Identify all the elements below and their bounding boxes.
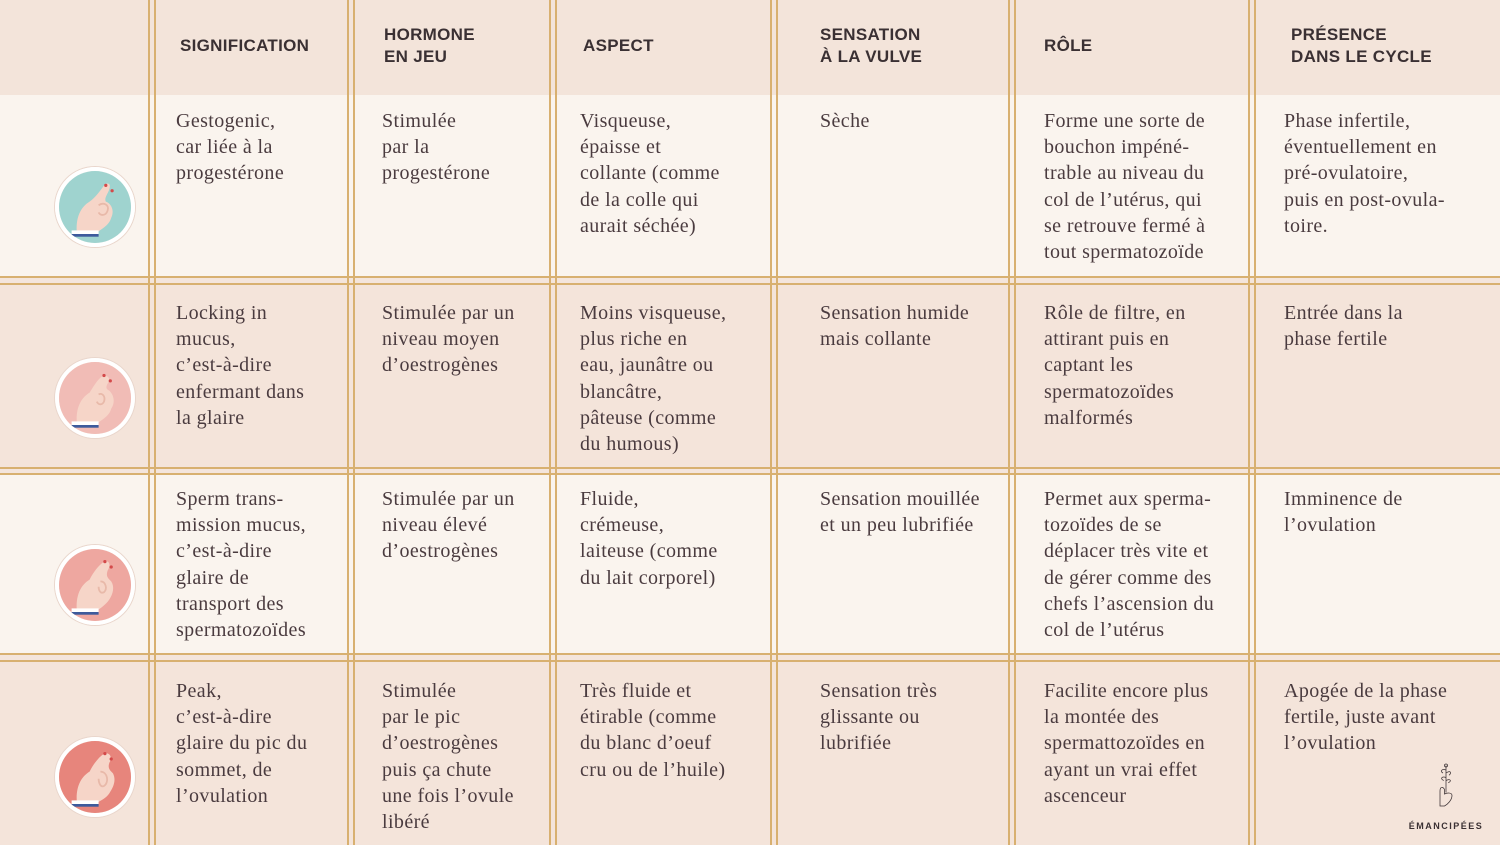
- row4-role: Facilite encore plus la montée des spermattozoïdes en ayant un vrai effet ascenceur: [1044, 680, 1209, 807]
- row1-signification: Gestogenic, car liée à la progestérone: [176, 110, 285, 185]
- row3-signification: Sperm trans- mission mucus, c’est-à-dire glaire de transport des spermatozoïdes: [176, 488, 307, 642]
- row1-sensation: Sèche: [820, 110, 870, 132]
- row-divider: [0, 660, 1500, 662]
- hand-gesture-icon: [55, 737, 135, 817]
- column-divider: [148, 0, 150, 845]
- row1-aspect: Visqueuse, épaisse et collante (comme de la colle qui aurait séchée): [580, 110, 720, 237]
- row-divider: [0, 653, 1500, 655]
- column-divider: [770, 0, 772, 845]
- header-signification: SIGNIFICATION: [180, 36, 310, 55]
- row-divider: [0, 283, 1500, 285]
- row-divider: [0, 467, 1500, 469]
- column-divider: [1248, 0, 1250, 845]
- column-divider: [1014, 0, 1016, 845]
- brand-name: ÉMANCIPÉES: [1408, 821, 1484, 831]
- row2-role: Rôle de filtre, en attirant puis en captant les spermatozoïdes malformés: [1044, 302, 1186, 429]
- header-aspect: ASPECT: [583, 36, 654, 55]
- column-divider: [549, 0, 551, 845]
- row3-role: Permet aux sperma- tozoïdes de se déplacer très vite et de gérer comme des chefs l’ascension du col de l’utérus: [1044, 488, 1215, 642]
- row2-aspect: Moins visqueuse, plus riche en eau, jaunâtre ou blancâtre, pâteuse (comme du humous): [580, 302, 727, 456]
- brand-logo: [1400, 755, 1492, 835]
- row1-hormone: Stimulée par la progestérone: [382, 110, 491, 185]
- row-divider: [0, 276, 1500, 278]
- column-divider: [353, 0, 355, 845]
- row4-hormone: Stimulée par le pic d’oestrogènes puis ça chute une fois l’ovule libéré: [382, 680, 514, 834]
- header-role: RÔLE: [1044, 36, 1093, 55]
- header-sensation: SENSATION À LA VULVE: [820, 25, 923, 66]
- row1-role: Forme une sorte de bouchon impéné- trable au niveau du col de l’utérus, qui se retrouve fermé à tout spermatozoïde: [1044, 110, 1206, 264]
- column-divider: [154, 0, 156, 845]
- row3-sensation: Sensation mouillée et un peu lubrifiée: [820, 488, 980, 537]
- row2-signification: Locking in mucus, c’est-à-dire enfermant dans la glaire: [176, 302, 305, 429]
- hand-gesture-icon: [55, 167, 135, 247]
- column-divider: [776, 0, 778, 845]
- row2-sensation: Sensation humide mais collante: [820, 302, 970, 351]
- row4-aspect: Très fluide et étirable (comme du blanc d’oeuf cru ou de l’huile): [580, 680, 726, 781]
- hand-gesture-icon: [55, 358, 135, 438]
- hand-gesture-icon: [55, 545, 135, 625]
- column-divider: [1008, 0, 1010, 845]
- header-hormone: HORMONE EN JEU: [384, 25, 475, 66]
- column-divider: [1254, 0, 1256, 845]
- row1-presence: Phase infertile, éventuellement en pré-ovulatoire, puis en post-ovula- toire.: [1284, 110, 1445, 237]
- row3-aspect: Fluide, crémeuse, laiteuse (comme du lait corporel): [580, 488, 718, 589]
- row4-presence: Apogée de la phase fertile, juste avant l’ovulation: [1284, 680, 1448, 755]
- row4-signification: Peak, c’est-à-dire glaire du pic du sommet, de l’ovulation: [176, 680, 308, 807]
- row-divider: [0, 473, 1500, 475]
- row2-hormone: Stimulée par un niveau moyen d’oestrogènes: [382, 302, 515, 377]
- row2-presence: Entrée dans la phase fertile: [1284, 302, 1403, 351]
- column-divider: [347, 0, 349, 845]
- row4-sensation: Sensation très glissante ou lubrifiée: [820, 680, 938, 755]
- column-divider: [555, 0, 557, 845]
- row3-hormone: Stimulée par un niveau élevé d’oestrogènes: [382, 488, 515, 563]
- header-presence: PRÉSENCE DANS LE CYCLE: [1291, 25, 1432, 66]
- flower-hand-icon: [1431, 755, 1461, 815]
- row3-presence: Imminence de l’ovulation: [1284, 488, 1403, 537]
